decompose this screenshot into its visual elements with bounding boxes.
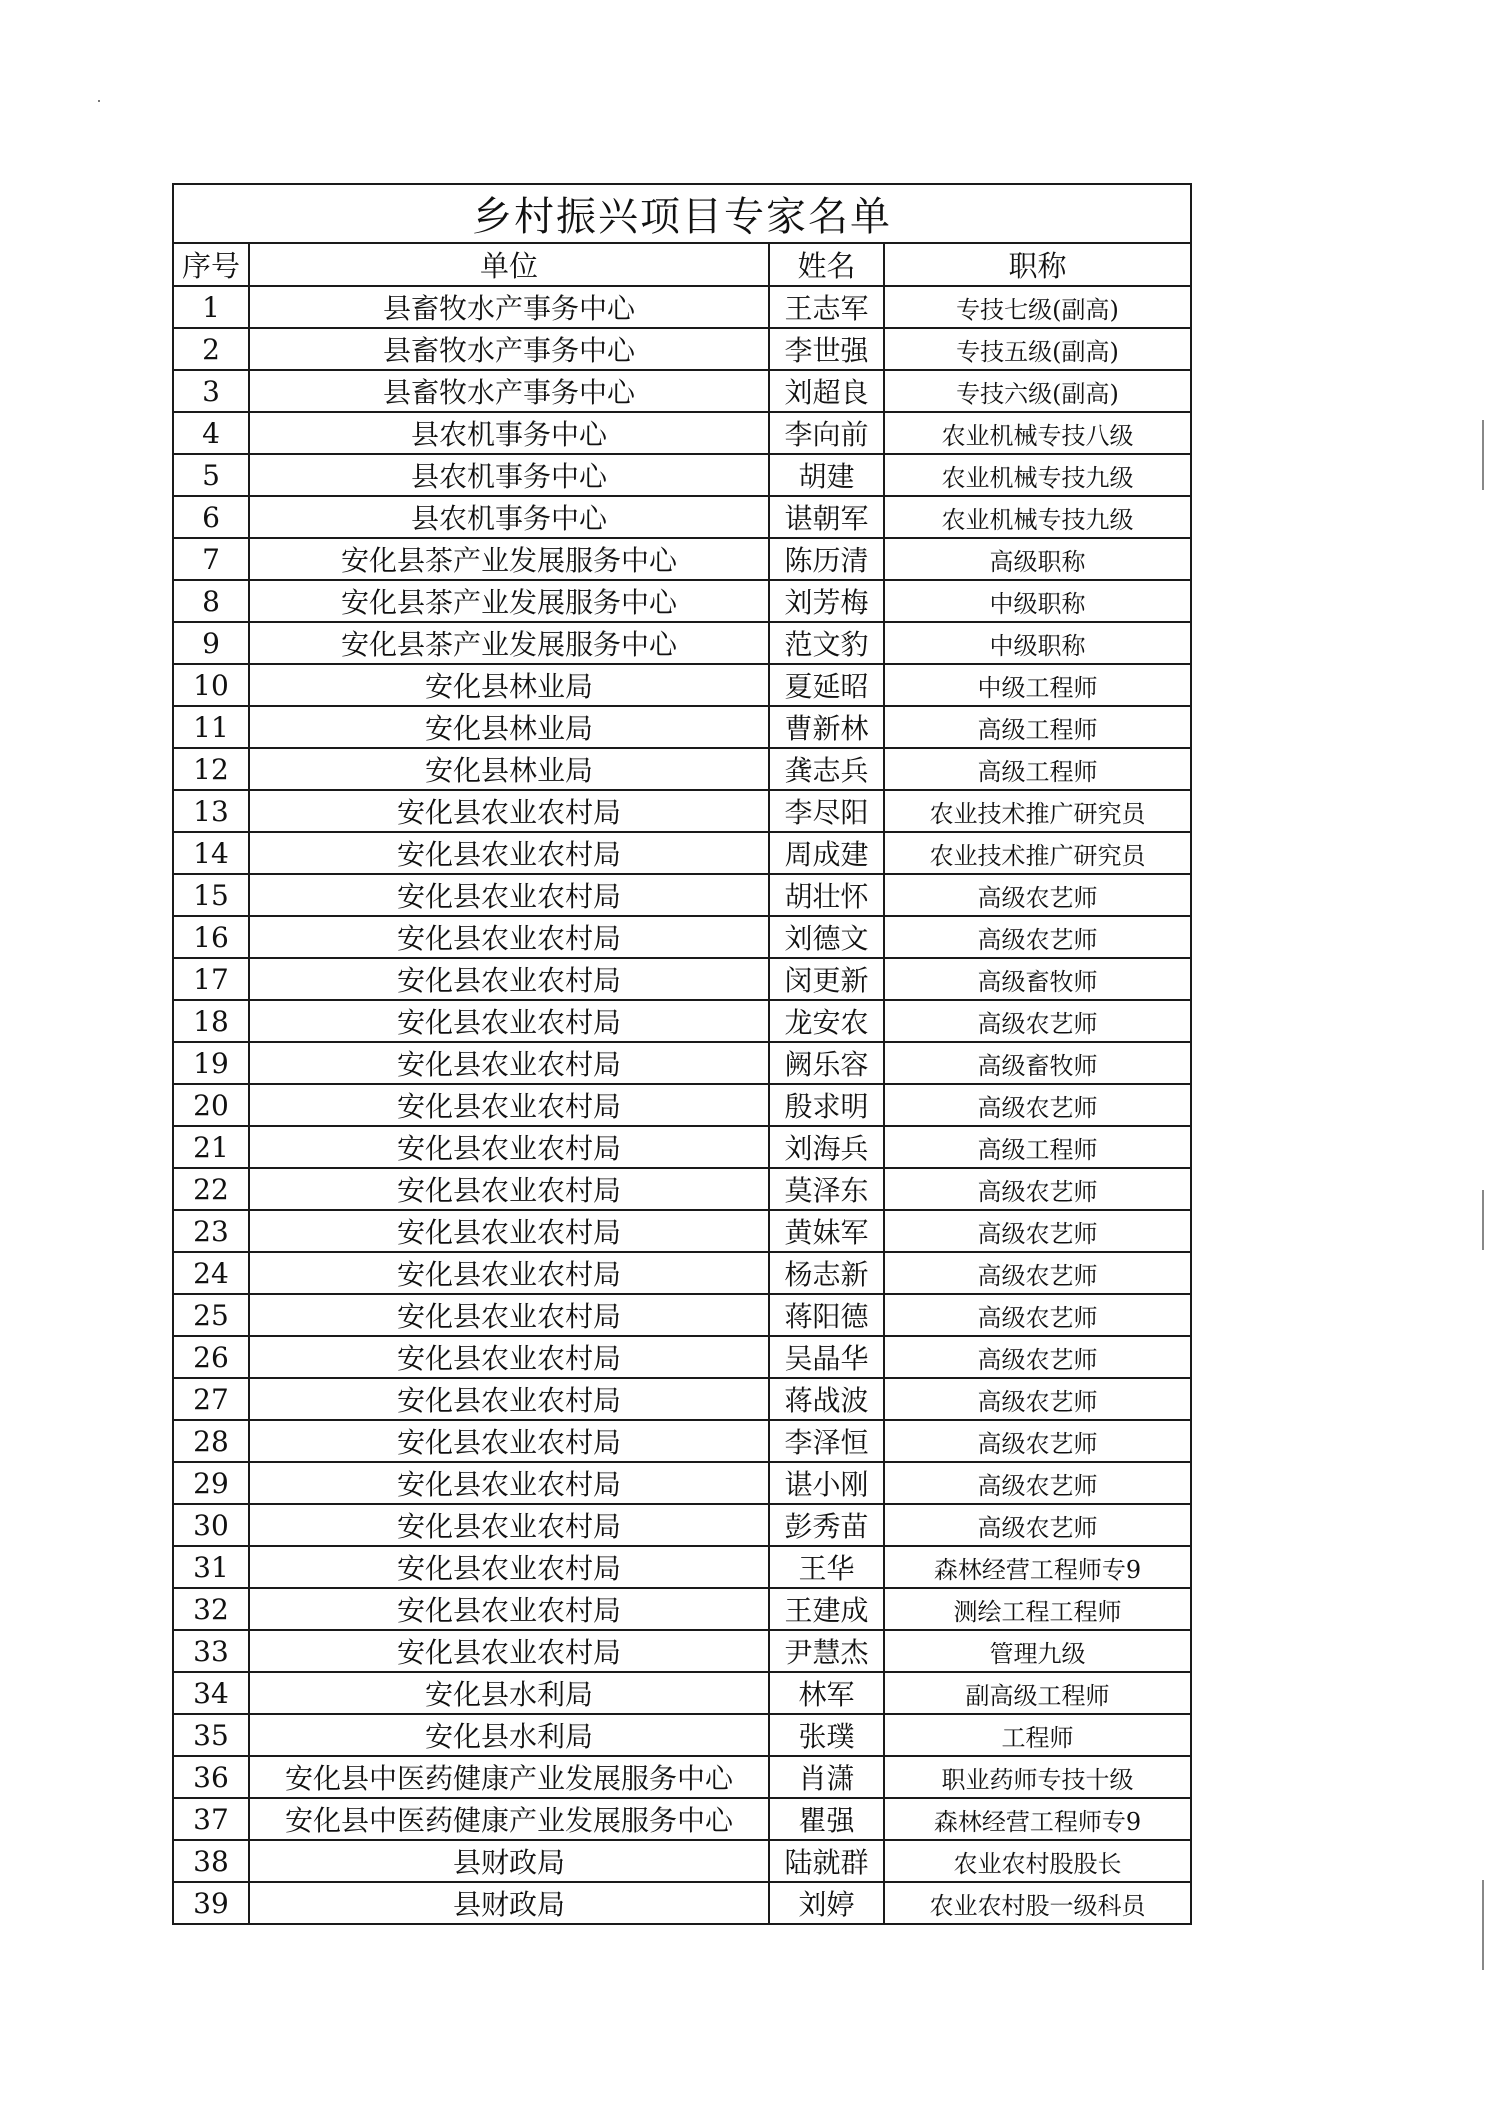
cell-title: 农业技术推广研究员 (884, 832, 1191, 874)
cell-seq: 3 (173, 370, 249, 412)
cell-title: 高级农艺师 (884, 1336, 1191, 1378)
cell-title: 高级畜牧师 (884, 958, 1191, 1000)
cell-title: 高级工程师 (884, 706, 1191, 748)
cell-unit: 安化县农业农村局 (249, 1084, 769, 1126)
cell-unit: 安化县农业农村局 (249, 1210, 769, 1252)
cell-seq: 4 (173, 412, 249, 454)
cell-unit: 县农机事务中心 (249, 412, 769, 454)
cell-seq: 34 (173, 1672, 249, 1714)
cell-title: 农业机械专技九级 (884, 496, 1191, 538)
table-row (173, 1588, 1191, 1630)
cell-seq: 12 (173, 748, 249, 790)
cell-title: 管理九级 (884, 1630, 1191, 1672)
table-row (173, 412, 1191, 454)
cell-seq: 14 (173, 832, 249, 874)
cell-title: 高级农艺师 (884, 1294, 1191, 1336)
cell-seq: 11 (173, 706, 249, 748)
table-row (173, 1798, 1191, 1840)
cell-title: 高级农艺师 (884, 1462, 1191, 1504)
cell-unit: 县农机事务中心 (249, 454, 769, 496)
table-row (173, 1336, 1191, 1378)
cell-unit: 安化县农业农村局 (249, 1336, 769, 1378)
cell-name: 王建成 (769, 1588, 884, 1630)
cell-name: 阙乐容 (769, 1042, 884, 1084)
cell-seq: 23 (173, 1210, 249, 1252)
table-row (173, 790, 1191, 832)
cell-title: 高级农艺师 (884, 874, 1191, 916)
table-row (173, 1042, 1191, 1084)
cell-name: 龚志兵 (769, 748, 884, 790)
table-row (173, 1462, 1191, 1504)
cell-name: 肖潇 (769, 1756, 884, 1798)
document-title: 乡村振兴项目专家名单 (173, 184, 1191, 243)
cell-unit: 县畜牧水产事务中心 (249, 286, 769, 328)
table-row (173, 748, 1191, 790)
cell-unit: 安化县农业农村局 (249, 916, 769, 958)
cell-title: 中级职称 (884, 580, 1191, 622)
cell-title: 中级工程师 (884, 664, 1191, 706)
cell-name: 刘海兵 (769, 1126, 884, 1168)
scan-edge-mark (1482, 420, 1484, 490)
cell-unit: 县财政局 (249, 1840, 769, 1882)
cell-seq: 10 (173, 664, 249, 706)
table-row (173, 1756, 1191, 1798)
header-row (173, 243, 1191, 286)
cell-seq: 7 (173, 538, 249, 580)
cell-name: 胡建 (769, 454, 884, 496)
cell-unit: 安化县农业农村局 (249, 1630, 769, 1672)
cell-unit: 县财政局 (249, 1882, 769, 1924)
cell-name: 刘德文 (769, 916, 884, 958)
cell-name: 蒋战波 (769, 1378, 884, 1420)
table-row (173, 1840, 1191, 1882)
cell-unit: 安化县农业农村局 (249, 1420, 769, 1462)
cell-title: 高级农艺师 (884, 916, 1191, 958)
cell-seq: 36 (173, 1756, 249, 1798)
cell-unit: 安化县农业农村局 (249, 1168, 769, 1210)
scan-speck (98, 100, 100, 102)
cell-seq: 2 (173, 328, 249, 370)
cell-name: 李世强 (769, 328, 884, 370)
cell-unit: 安化县农业农村局 (249, 874, 769, 916)
table-row (173, 958, 1191, 1000)
cell-seq: 22 (173, 1168, 249, 1210)
cell-name: 周成建 (769, 832, 884, 874)
cell-title: 职业药师专技十级 (884, 1756, 1191, 1798)
cell-title: 高级农艺师 (884, 1210, 1191, 1252)
cell-name: 刘超良 (769, 370, 884, 412)
scan-edge-mark (1482, 1880, 1484, 1970)
table-row (173, 916, 1191, 958)
table-row (173, 664, 1191, 706)
table-row (173, 1714, 1191, 1756)
cell-seq: 27 (173, 1378, 249, 1420)
cell-seq: 33 (173, 1630, 249, 1672)
table-row (173, 1000, 1191, 1042)
cell-name: 尹慧杰 (769, 1630, 884, 1672)
cell-unit: 安化县茶产业发展服务中心 (249, 580, 769, 622)
cell-title: 工程师 (884, 1714, 1191, 1756)
cell-title: 农业机械专技九级 (884, 454, 1191, 496)
cell-title: 高级农艺师 (884, 1378, 1191, 1420)
cell-seq: 30 (173, 1504, 249, 1546)
cell-name: 黄妹军 (769, 1210, 884, 1252)
cell-unit: 安化县林业局 (249, 748, 769, 790)
table-row (173, 1252, 1191, 1294)
cell-unit: 安化县中医药健康产业发展服务中心 (249, 1756, 769, 1798)
cell-unit: 安化县农业农村局 (249, 958, 769, 1000)
cell-unit: 安化县农业农村局 (249, 1000, 769, 1042)
table-row (173, 1882, 1191, 1924)
cell-title: 农业农村股股长 (884, 1840, 1191, 1882)
cell-name: 范文豹 (769, 622, 884, 664)
cell-seq: 15 (173, 874, 249, 916)
table-row (173, 1294, 1191, 1336)
cell-title: 高级畜牧师 (884, 1042, 1191, 1084)
cell-name: 杨志新 (769, 1252, 884, 1294)
cell-seq: 20 (173, 1084, 249, 1126)
cell-seq: 17 (173, 958, 249, 1000)
cell-seq: 5 (173, 454, 249, 496)
cell-seq: 6 (173, 496, 249, 538)
cell-name: 谌朝军 (769, 496, 884, 538)
table-row (173, 538, 1191, 580)
cell-unit: 安化县中医药健康产业发展服务中心 (249, 1798, 769, 1840)
table-row (173, 286, 1191, 328)
cell-seq: 26 (173, 1336, 249, 1378)
cell-name: 刘婷 (769, 1882, 884, 1924)
cell-name: 莫泽东 (769, 1168, 884, 1210)
table-body (173, 286, 1191, 1924)
cell-title: 测绘工程工程师 (884, 1588, 1191, 1630)
cell-title: 高级工程师 (884, 1126, 1191, 1168)
cell-title: 专技五级(副高) (884, 328, 1191, 370)
table-row (173, 874, 1191, 916)
cell-name: 王华 (769, 1546, 884, 1588)
cell-seq: 37 (173, 1798, 249, 1840)
cell-unit: 安化县农业农村局 (249, 790, 769, 832)
scan-edge-mark (1482, 1190, 1484, 1250)
expert-roster-table (172, 183, 1192, 1925)
cell-title: 副高级工程师 (884, 1672, 1191, 1714)
table-row (173, 1084, 1191, 1126)
cell-seq: 29 (173, 1462, 249, 1504)
cell-seq: 38 (173, 1840, 249, 1882)
cell-seq: 18 (173, 1000, 249, 1042)
table-row (173, 1630, 1191, 1672)
cell-title: 高级农艺师 (884, 1168, 1191, 1210)
cell-unit: 安化县茶产业发展服务中心 (249, 538, 769, 580)
cell-name: 龙安农 (769, 1000, 884, 1042)
cell-name: 陆就群 (769, 1840, 884, 1882)
header-unit: 单位 (249, 243, 769, 286)
cell-title: 中级职称 (884, 622, 1191, 664)
cell-seq: 21 (173, 1126, 249, 1168)
table-row (173, 1126, 1191, 1168)
table-row (173, 580, 1191, 622)
cell-unit: 安化县农业农村局 (249, 1042, 769, 1084)
table-row (173, 832, 1191, 874)
cell-name: 胡壮怀 (769, 874, 884, 916)
cell-unit: 安化县水利局 (249, 1714, 769, 1756)
header-title: 职称 (884, 243, 1191, 286)
cell-unit: 安化县林业局 (249, 664, 769, 706)
cell-unit: 安化县农业农村局 (249, 1504, 769, 1546)
cell-name: 瞿强 (769, 1798, 884, 1840)
cell-seq: 16 (173, 916, 249, 958)
cell-title: 高级农艺师 (884, 1504, 1191, 1546)
cell-unit: 安化县茶产业发展服务中心 (249, 622, 769, 664)
cell-name: 吴晶华 (769, 1336, 884, 1378)
cell-unit: 县畜牧水产事务中心 (249, 328, 769, 370)
cell-name: 林军 (769, 1672, 884, 1714)
table-row (173, 496, 1191, 538)
table-row (173, 1672, 1191, 1714)
table-row (173, 1168, 1191, 1210)
cell-name: 夏延昭 (769, 664, 884, 706)
table-row (173, 706, 1191, 748)
cell-title: 森林经营工程师专9 (884, 1798, 1191, 1840)
cell-name: 李尽阳 (769, 790, 884, 832)
cell-unit: 县农机事务中心 (249, 496, 769, 538)
table-row (173, 1378, 1191, 1420)
cell-unit: 安化县农业农村局 (249, 1462, 769, 1504)
cell-seq: 9 (173, 622, 249, 664)
table-row (173, 370, 1191, 412)
cell-unit: 安化县农业农村局 (249, 1126, 769, 1168)
cell-title: 高级工程师 (884, 748, 1191, 790)
cell-name: 张璞 (769, 1714, 884, 1756)
cell-title: 农业机械专技八级 (884, 412, 1191, 454)
cell-unit: 安化县农业农村局 (249, 1294, 769, 1336)
cell-seq: 35 (173, 1714, 249, 1756)
cell-name: 殷求明 (769, 1084, 884, 1126)
cell-unit: 安化县农业农村局 (249, 1588, 769, 1630)
cell-name: 闵更新 (769, 958, 884, 1000)
cell-name: 李泽恒 (769, 1420, 884, 1462)
cell-seq: 19 (173, 1042, 249, 1084)
cell-name: 刘芳梅 (769, 580, 884, 622)
table-row (173, 1504, 1191, 1546)
cell-name: 陈历清 (769, 538, 884, 580)
cell-name: 李向前 (769, 412, 884, 454)
table-row (173, 1420, 1191, 1462)
cell-name: 谌小刚 (769, 1462, 884, 1504)
cell-title: 高级农艺师 (884, 1084, 1191, 1126)
cell-seq: 24 (173, 1252, 249, 1294)
cell-title: 专技七级(副高) (884, 286, 1191, 328)
table-row (173, 1210, 1191, 1252)
cell-title: 专技六级(副高) (884, 370, 1191, 412)
cell-unit: 安化县农业农村局 (249, 1378, 769, 1420)
table-row (173, 328, 1191, 370)
cell-title: 高级农艺师 (884, 1252, 1191, 1294)
cell-unit: 安化县水利局 (249, 1672, 769, 1714)
cell-title: 高级农艺师 (884, 1000, 1191, 1042)
cell-unit: 安化县农业农村局 (249, 832, 769, 874)
cell-seq: 32 (173, 1588, 249, 1630)
cell-unit: 县畜牧水产事务中心 (249, 370, 769, 412)
table-row (173, 1546, 1191, 1588)
cell-unit: 安化县农业农村局 (249, 1252, 769, 1294)
cell-seq: 39 (173, 1882, 249, 1924)
cell-seq: 13 (173, 790, 249, 832)
header-seq: 序号 (173, 243, 249, 286)
cell-name: 曹新林 (769, 706, 884, 748)
cell-seq: 1 (173, 286, 249, 328)
cell-name: 王志军 (769, 286, 884, 328)
cell-unit: 安化县农业农村局 (249, 1546, 769, 1588)
cell-seq: 25 (173, 1294, 249, 1336)
cell-title: 高级职称 (884, 538, 1191, 580)
cell-seq: 28 (173, 1420, 249, 1462)
cell-seq: 31 (173, 1546, 249, 1588)
cell-seq: 8 (173, 580, 249, 622)
cell-name: 彭秀苗 (769, 1504, 884, 1546)
cell-title: 农业技术推广研究员 (884, 790, 1191, 832)
table-row (173, 454, 1191, 496)
header-name: 姓名 (769, 243, 884, 286)
cell-title: 森林经营工程师专9 (884, 1546, 1191, 1588)
cell-title: 农业农村股一级科员 (884, 1882, 1191, 1924)
cell-unit: 安化县林业局 (249, 706, 769, 748)
table-row (173, 622, 1191, 664)
cell-name: 蒋阳德 (769, 1294, 884, 1336)
cell-title: 高级农艺师 (884, 1420, 1191, 1462)
